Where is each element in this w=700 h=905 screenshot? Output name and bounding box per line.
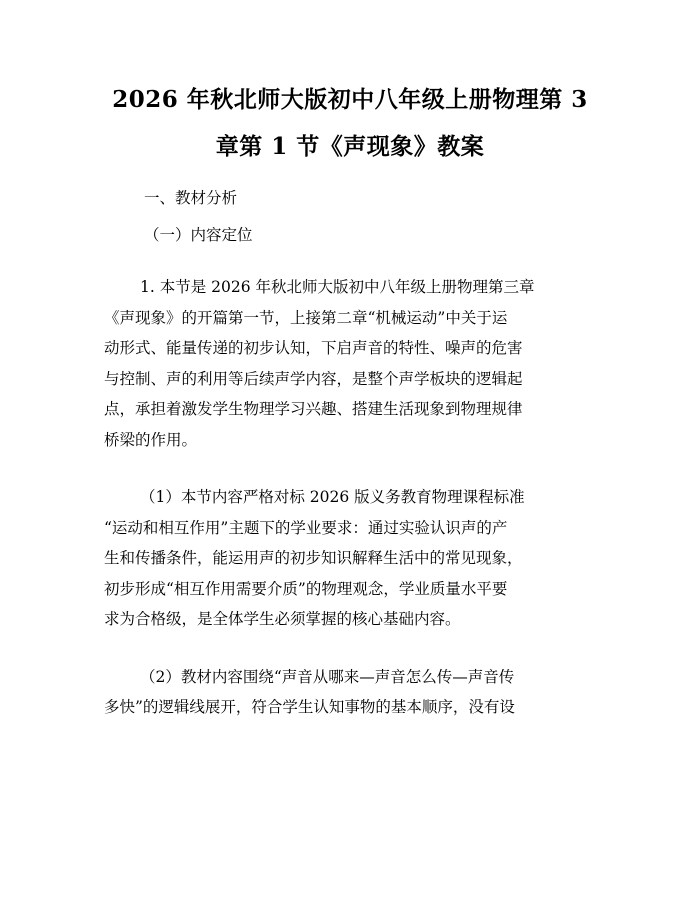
paragraph-line: “运动和相互作用”主题下的学业要求：通过实验认识声的产	[104, 518, 508, 537]
paragraph-1	[104, 272, 596, 455]
subsection-heading: （一）内容定位	[144, 226, 253, 244]
paragraph-line: 求为合格级，是全体学生必须掌握的核心基础内容。	[104, 610, 461, 628]
section-heading: 一、教材分析	[144, 189, 238, 207]
paragraph-3	[104, 662, 596, 723]
paragraph-line: 《声现象》的开篇第一节，上接第二章“机械运动”中关于运	[104, 308, 508, 327]
paragraph-line: 多快”的逻辑线展开，符合学生认知事物的基本顺序，没有设	[104, 698, 515, 716]
paragraph-line: 点，承担着激发学生物理学习兴趣、搭建生活现象到物理规律	[104, 400, 523, 418]
paragraph-line: （1）本节内容严格对标 2026 版义务教育物理课程标准	[140, 488, 525, 506]
paragraph-line: 与控制、声的利用等后续声学内容，是整个声学板块的逻辑起	[104, 369, 523, 388]
paragraph-line: 桥梁的作用。	[104, 430, 198, 449]
paragraph-line: 生和传播条件，能运用声的初步知识解释生活中的常见现象，	[104, 549, 523, 567]
paragraph-line: 初步形成“相互作用需要介质”的物理观念，学业质量水平要	[104, 579, 508, 598]
paragraph-line: 1. 本节是 2026 年秋北师大版初中八年级上册物理第三章	[140, 278, 535, 296]
paragraph-line: 动形式、能量传递的初步认知，下启声音的特性、噪声的危害	[104, 339, 523, 357]
paragraph-line: （2）教材内容围绕“声音从哪来—声音怎么传—声音传	[140, 667, 515, 686]
title-line-2: 章第 1 节《声现象》教案	[215, 133, 485, 160]
paragraph-2	[104, 482, 596, 635]
document-title	[104, 0, 596, 170]
title-line-1: 2026 年秋北师大版初中八年级上册物理第 3	[112, 86, 588, 113]
